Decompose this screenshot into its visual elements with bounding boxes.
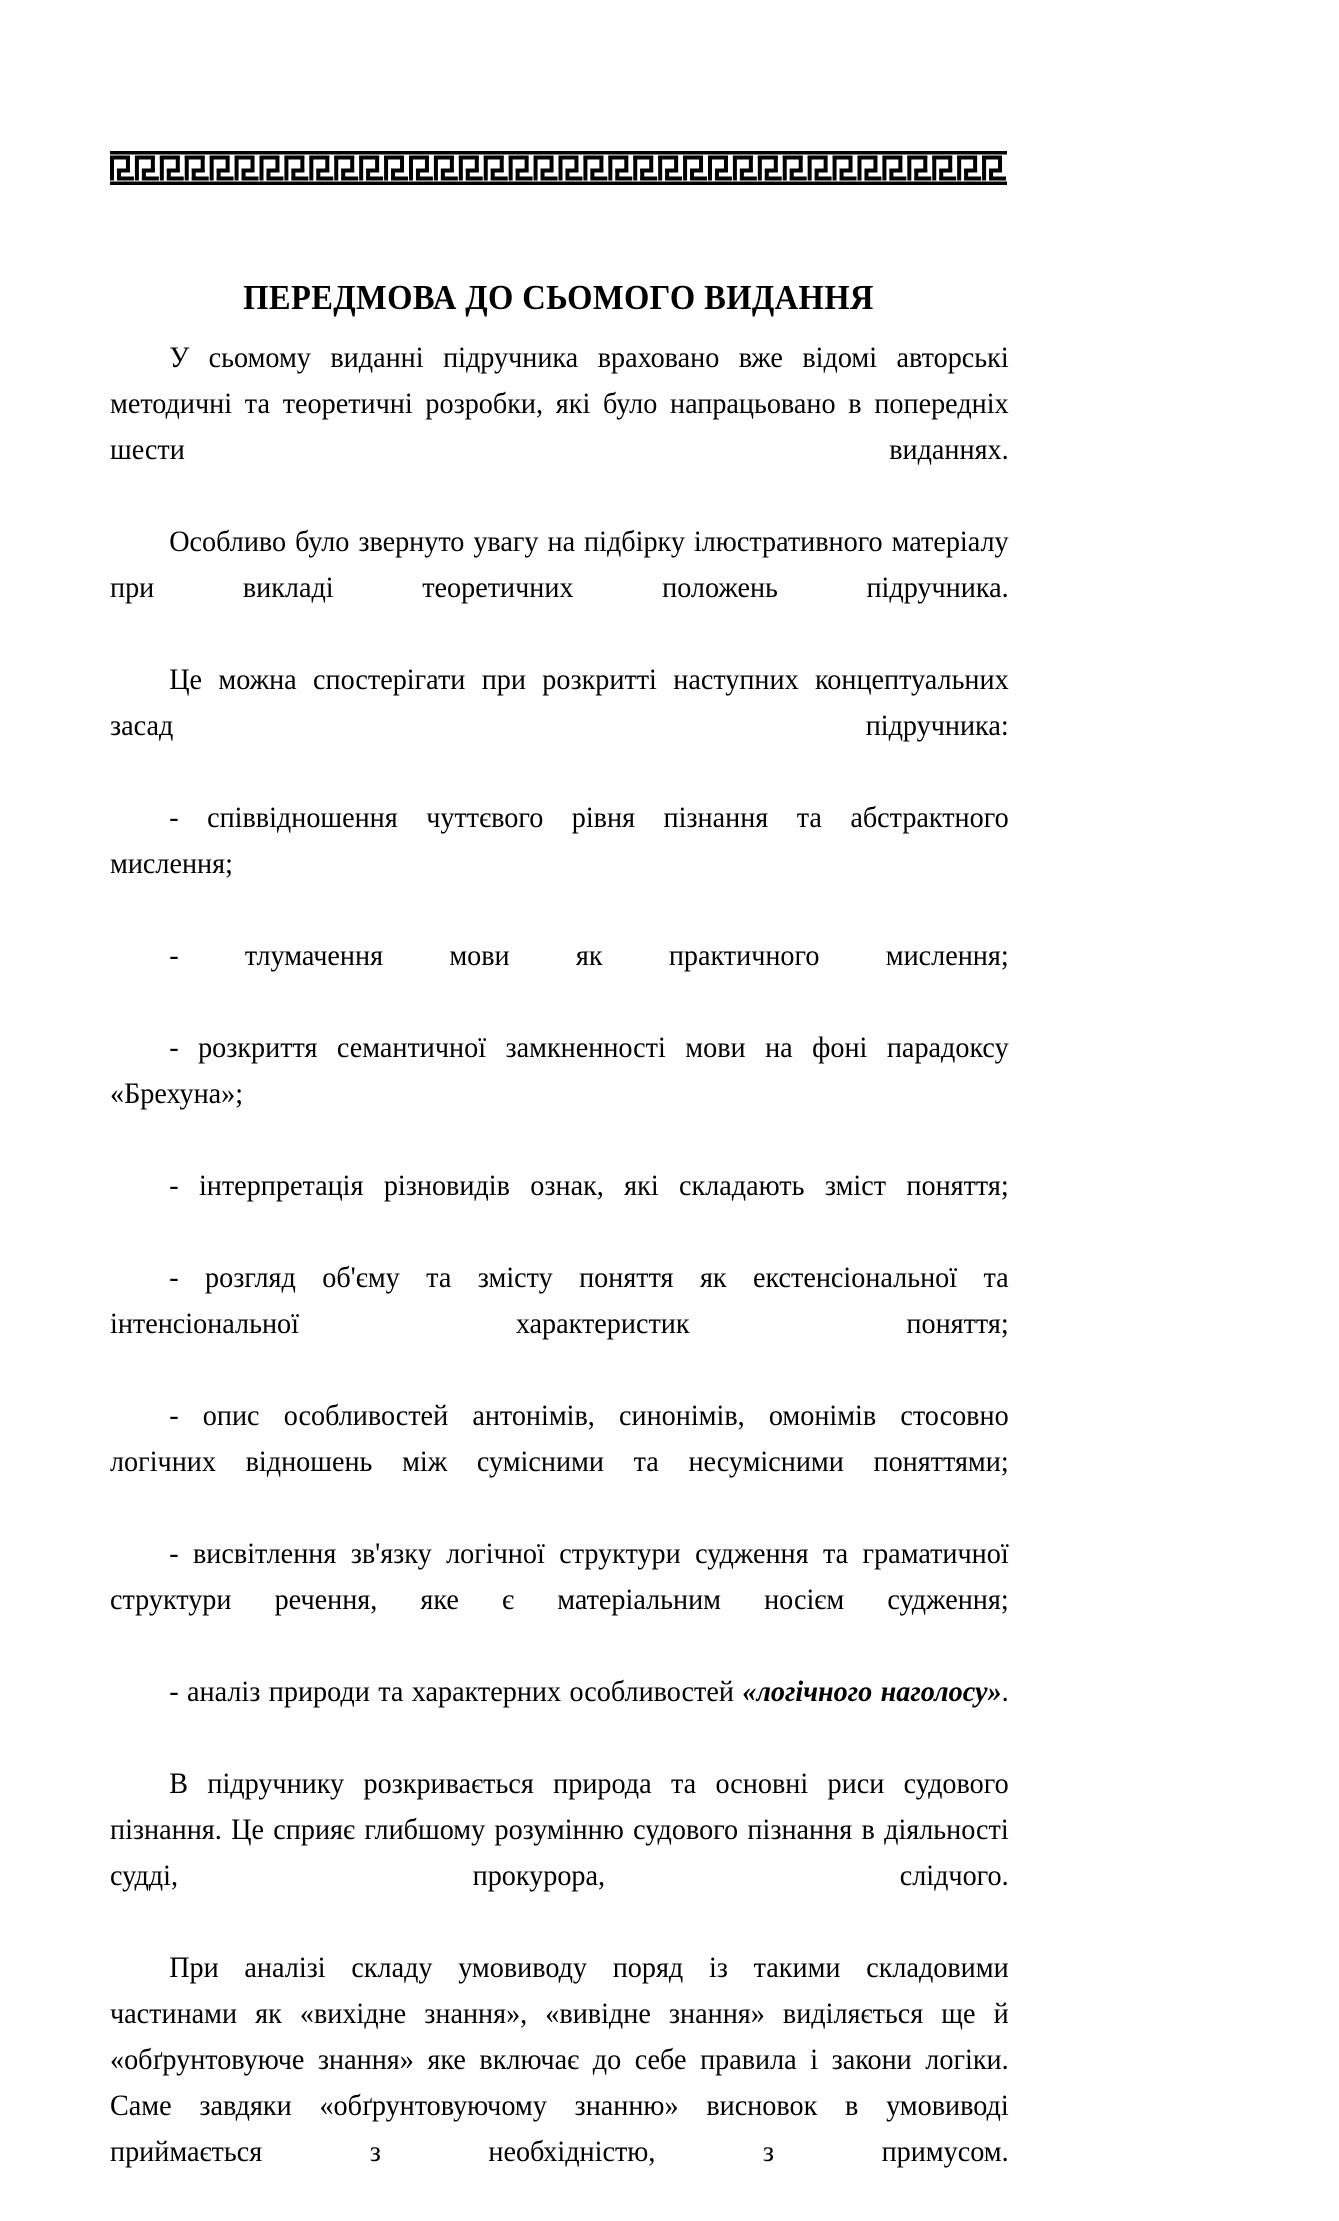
paragraph: В підручнику розкривається природа та основні риси судового пізнання. Це сприяє глибшому розумінню судового пізнання в діяльності судді, прокурора, слідчого.	[110, 1768, 1009, 1892]
list-item: - розгляд об'єму та змісту поняття як екстенсіональної та інтенсіональної характеристик поняття;	[110, 1262, 1009, 1340]
list-item: - інтерпретація різновидів ознак, які складають зміст поняття;	[169, 1170, 1009, 1202]
paragraph: Особливо було звернуто увагу на підбірку ілюстративного матеріалу при викладі теоретичних положень підручника.	[110, 526, 1009, 604]
greek-key-meander-border	[110, 151, 1007, 185]
list-item: - опис особливостей антонімів, синонімів, омонімів стосовно логічних відношень між сумісними та несумісними поняттями;	[110, 1400, 1009, 1478]
list-item: - висвітлення зв'язку логічної структури судження та граматичної структури речення, яке є матеріальним носієм судження;	[110, 1538, 1009, 1616]
page-title: ПЕРЕДМОВА ДО СЬОМОГО ВИДАННЯ	[243, 278, 874, 318]
list-item: - тлумачення мови як практичного мислення;	[169, 940, 1009, 972]
document-body	[110, 335, 1009, 2221]
list-item: - співвідношення чуттєвого рівня пізнання та абстрактного мислення;	[110, 802, 1009, 880]
paragraph: Це можна спостерігати при розкритті наступних концептуальних засад підручника:	[110, 664, 1009, 742]
paragraph: У сьомому виданні підручника враховано вже відомі авторські методичні та теоретичні розробки, які було напрацьовано в попередніх шести виданнях.	[110, 342, 1009, 466]
list-item: - розкриття семантичної замкненності мови на фоні парадоксу «Брехуна»;	[110, 1032, 1009, 1110]
list-item-prefix: - аналіз природи та характерних особливостей	[169, 1676, 743, 1708]
paragraph: При аналізі складу умовиводу поряд із такими складовими частинами як «вихідне знання», «вивідне знання» виділяється ще й «обґрунтовуюче знання» яке включає до себе правила і закони логіки. Саме завдяки «обґрунтовуючому знанню» висновок в умовиводі приймається з необхідністю, з примусом.	[110, 1952, 1009, 2168]
list-item-emphasised	[110, 1669, 1009, 1761]
list-item-suffix: .	[1001, 1676, 1009, 1708]
emphasised-term: «логічного наголосу»	[742, 1676, 1002, 1708]
